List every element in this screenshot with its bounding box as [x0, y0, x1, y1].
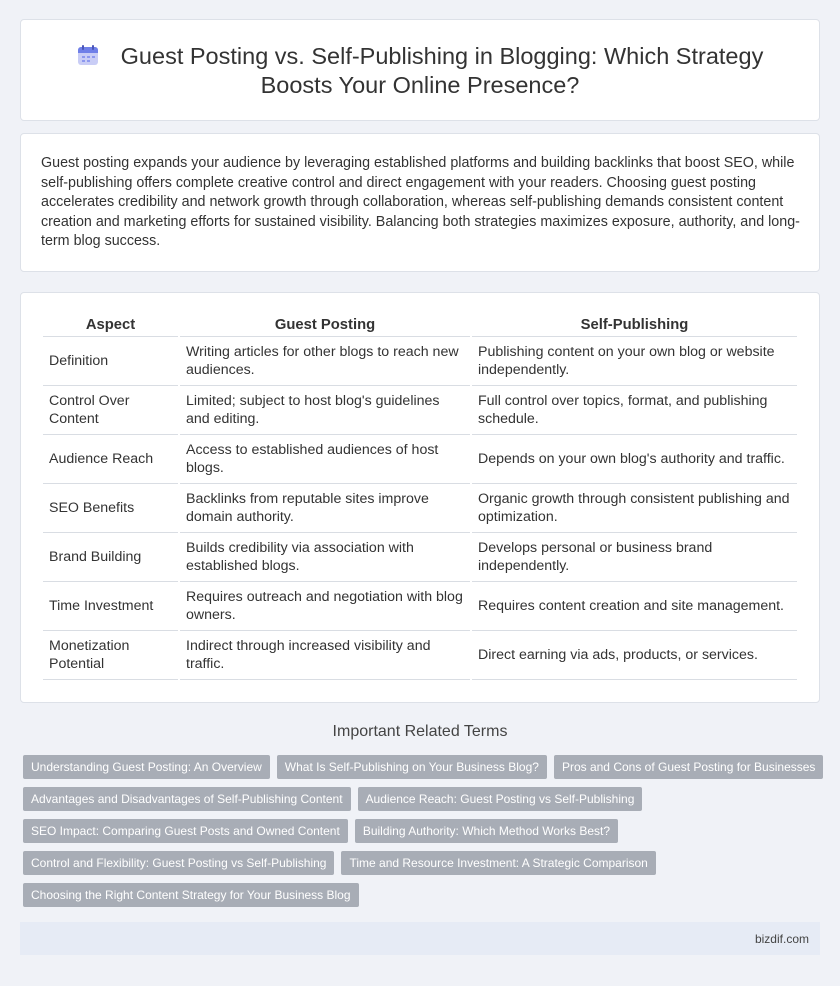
guest-posting-cell: Builds credibility via association with established blogs. — [180, 533, 470, 582]
tag-row — [23, 787, 823, 811]
related-term-tag[interactable]: Audience Reach: Guest Posting vs Self-Publishing — [358, 787, 643, 811]
guest-posting-cell: Writing articles for other blogs to reach new audiences. — [180, 337, 470, 386]
guest-posting-cell: Backlinks from reputable sites improve domain authority. — [180, 484, 470, 533]
self-publishing-cell: Publishing content on your own blog or website independently. — [472, 337, 797, 386]
related-term-tag[interactable]: Choosing the Right Content Strategy for Your Business Blog — [23, 883, 359, 907]
related-term-tag[interactable]: Understanding Guest Posting: An Overview — [23, 755, 270, 779]
table-row — [43, 386, 797, 435]
self-publishing-cell: Direct earning via ads, products, or services. — [472, 631, 797, 680]
page-title: Guest Posting vs. Self-Publishing in Blogging: Which Strategy Boosts Your Online Presence? — [120, 43, 764, 98]
self-publishing-cell: Requires content creation and site management. — [472, 582, 797, 631]
self-publishing-cell: Full control over topics, format, and publishing schedule. — [472, 386, 797, 435]
table-row — [43, 337, 797, 386]
guest-posting-cell: Requires outreach and negotiation with blog owners. — [180, 582, 470, 631]
related-term-tag[interactable]: Advantages and Disadvantages of Self-Publishing Content — [23, 787, 351, 811]
guest-posting-cell: Indirect through increased visibility and traffic. — [180, 631, 470, 680]
aspect-cell: Audience Reach — [43, 435, 178, 484]
tag-row — [23, 755, 823, 779]
guest-posting-cell: Limited; subject to host blog's guidelines and editing. — [180, 386, 470, 435]
aspect-cell: Time Investment — [43, 582, 178, 631]
table-row — [43, 435, 797, 484]
aspect-cell: Definition — [43, 337, 178, 386]
self-publishing-cell: Develops personal or business brand independently. — [472, 533, 797, 582]
comparison-table — [41, 315, 799, 680]
table-row — [43, 582, 797, 631]
related-term-tag[interactable]: SEO Impact: Comparing Guest Posts and Owned Content — [23, 819, 348, 843]
guest-posting-cell: Access to established audiences of host blogs. — [180, 435, 470, 484]
header-self-publishing: Self-Publishing — [472, 315, 797, 337]
aspect-cell: Monetization Potential — [43, 631, 178, 680]
related-term-tag[interactable]: Control and Flexibility: Guest Posting vs Self-Publishing — [23, 851, 334, 875]
comparison-table-card — [20, 292, 820, 703]
header-aspect: Aspect — [43, 315, 178, 337]
intro-card — [20, 133, 820, 272]
related-term-tag[interactable]: What Is Self-Publishing on Your Business Blog? — [277, 755, 547, 779]
calendar-icon — [77, 44, 99, 66]
self-publishing-cell: Depends on your own blog's authority and traffic. — [472, 435, 797, 484]
tag-row — [23, 883, 823, 907]
related-terms-title: Important Related Terms — [332, 723, 508, 740]
table-row — [43, 631, 797, 680]
related-terms-tags — [23, 755, 823, 915]
tag-row — [23, 851, 823, 875]
aspect-cell: SEO Benefits — [43, 484, 178, 533]
related-term-tag[interactable]: Time and Resource Investment: A Strategic Comparison — [341, 851, 655, 875]
related-term-tag[interactable]: Building Authority: Which Method Works Best? — [355, 819, 618, 843]
page-title-wrap — [61, 42, 779, 100]
table-row — [43, 533, 797, 582]
table-row — [43, 484, 797, 533]
aspect-cell: Brand Building — [43, 533, 178, 582]
self-publishing-cell: Organic growth through consistent publishing and optimization. — [472, 484, 797, 533]
footer-site-link[interactable]: bizdif.com — [754, 932, 809, 946]
aspect-cell: Control Over Content — [43, 386, 178, 435]
table-header-row — [43, 315, 797, 337]
intro-paragraph: Guest posting expands your audience by leveraging established platforms and building backlinks that boost SEO, while self-publishing offers complete creative control and direct engagement with your readers. Choosing guest posting accelerates credibility and network growth through collaboration, whereas self-publishing demands consistent content creation and marketing efforts for sustained visibility. Balancing both strategies maximizes exposure, authority, and long-term blog success. — [41, 155, 800, 249]
footer — [20, 922, 820, 955]
header-card — [20, 19, 820, 121]
related-term-tag[interactable]: Pros and Cons of Guest Posting for Businesses — [554, 755, 823, 779]
header-guest-posting: Guest Posting — [180, 315, 470, 337]
tag-row — [23, 819, 823, 843]
